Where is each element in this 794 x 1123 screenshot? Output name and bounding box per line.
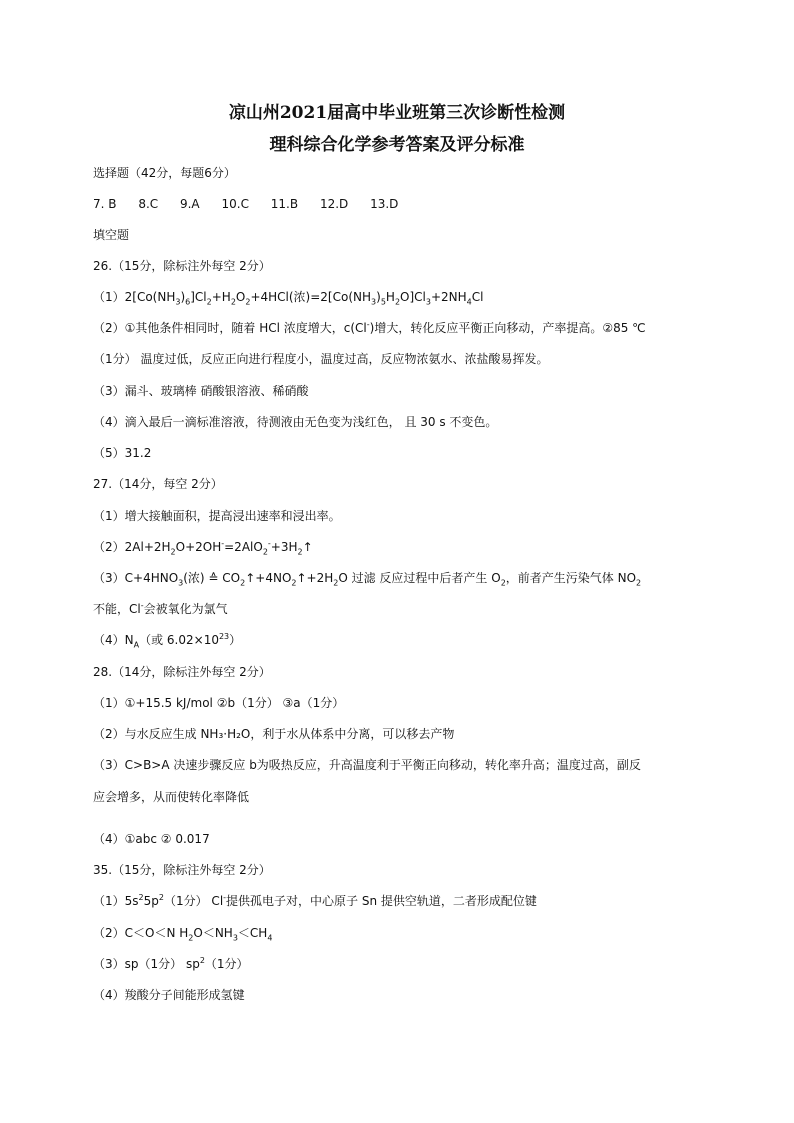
q28-heading: 28.（14分，除标注外每空 2分） [93, 665, 271, 679]
answer-8: 8.C [138, 197, 159, 211]
q26-answer-2-line-2: （1分） 温度过低，反应正向进行程度小，温度过高，反应物浓氨水、浓盐酸易挥发。 [93, 352, 549, 366]
q26-heading: 26.（15分，除标注外每空 2分） [93, 259, 271, 273]
q28-answer-3-line-1: （3）C>B>A 决速步骤反应 b为吸热反应，升高温度利于平衡正向移动，转化率升高；温度过高，副反 [93, 758, 641, 772]
q28-answer-1: （1）①+15.5 kJ/mol ②b（1分） ③a（1分） [93, 696, 345, 710]
choice-answers [93, 196, 713, 212]
q27-answer-3-line-1: $(3)C+4HNO_3$(浓) ≙ $CO_2↑+4NO_2↑+2H_2O$ 过滤 反应过程中后者产生 $O_2$，前者产生污染气体 $NO_2$ [93, 571, 642, 588]
q35-answer-1: $(1)5s^25p^2(1$分） Cl-提供孤电子对，中心原子 Sn 提供空轨道，二者形成配位键 [93, 893, 537, 908]
answer-11: 11.B [270, 197, 299, 211]
q27-answer-4: $(4)N_A$（或 $6.02\times 10^{23}$） [93, 632, 242, 650]
q26-answer-4: （4）滴入最后一滴标准溶液，待测液由无色变为浅红色， 且 30 s 不变色。 [93, 415, 498, 429]
q28-answer-2: （2）与水反应生成 NH₃·H₂O，利于水从体系中分离，可以移去产物 [93, 727, 455, 741]
q26-answer-3: （3）漏斗、玻璃棒 硝酸银溶液、稀硝酸 [93, 384, 309, 398]
q35-heading: 35.（15分，除标注外每空 2分） [93, 863, 271, 877]
answer-7: 7. B [93, 197, 117, 211]
choice-heading: 选择题（42分，每题6分） [93, 166, 236, 180]
q35-answer-2: （2）C＜O＜N $H_2O<NH_3<CH_4$ [93, 926, 273, 943]
q26-answer-5: （5）31.2 [93, 446, 152, 460]
q27-heading: 27.（14分，每空 2分） [93, 477, 223, 491]
q35-answer-3: （3）sp（1分） $sp^2(1$分） [93, 956, 249, 971]
answer-13: 13.D [370, 197, 399, 211]
q26-answer-2-line-1: （2）①其他条件相同时，随着 HCl 浓度增大，c(Cl-)增大，转化反应平衡正向移动，产率提高。②85 ℃ [93, 320, 646, 335]
q27-answer-3-line-2: 不能，Cl-会被氧化为氯气 [93, 601, 228, 616]
answer-12: 12.D [319, 197, 349, 211]
answer-9: 9.A [179, 197, 200, 211]
page-subtitle: 理科综合化学参考答案及评分标准 [269, 135, 525, 155]
q27-answer-2: $(2)2Al+2H_2O+2OH^-=2AlO_2^-+3H_2↑$ [93, 539, 313, 557]
answer-10: 10.C [221, 197, 249, 211]
fill-heading: 填空题 [93, 228, 130, 242]
page-title: 凉山州2021届高中毕业班第三次诊断性检测 [228, 103, 566, 123]
q28-answer-4: （4）①abc ② 0.017 [93, 832, 210, 846]
q27-answer-1: （1）增大接触面积，提高浸出速率和浸出率。 [93, 509, 341, 523]
q26-answer-1: $(1)2[Co(NH_3)_6]Cl_2+H_2O_2+4HCl$(浓)$=2[Co(NH_3)_5H_2O]Cl_3+2NH_4Cl$ [93, 290, 484, 307]
q35-answer-4: （4）羧酸分子间能形成氢键 [93, 988, 245, 1002]
q28-answer-3-line-2: 应会增多，从而使转化率降低 [93, 790, 250, 804]
